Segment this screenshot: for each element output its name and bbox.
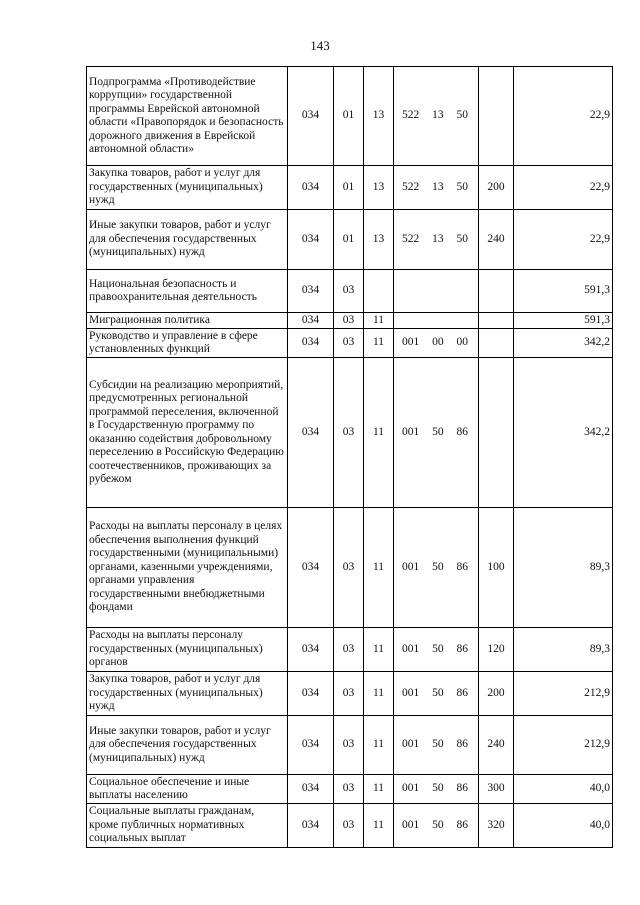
amount-cell: 591,3 — [514, 313, 613, 329]
table-row — [87, 804, 613, 848]
row-name-cell: Миграционная политика — [87, 313, 288, 329]
table-row — [87, 508, 613, 628]
table-row — [87, 166, 613, 210]
subsection-code-cell: 13 — [364, 210, 394, 270]
target-article-part: 50 — [456, 180, 468, 193]
target-article-part: 00 — [432, 336, 444, 349]
section-code-cell: 03 — [334, 270, 364, 313]
target-article-part: 50 — [432, 642, 444, 655]
target-article-part: 001 — [402, 336, 420, 349]
expense-type-cell: 100 — [479, 508, 514, 628]
target-article-part: 86 — [456, 782, 468, 795]
expense-type-cell — [479, 270, 514, 313]
target-article-cell — [394, 358, 479, 508]
target-article-cell — [394, 775, 479, 804]
ministry-code-cell: 034 — [288, 775, 334, 804]
target-article-cell — [394, 508, 479, 628]
target-article-part: 001 — [402, 425, 420, 438]
expense-type-cell — [479, 358, 514, 508]
row-name-cell: Закупка товаров, работ и услуг для государственных (муниципальных) нужд — [87, 672, 288, 716]
target-article-part: 50 — [432, 818, 444, 831]
target-article-part: 001 — [402, 738, 420, 751]
target-article-part: 522 — [402, 180, 420, 193]
page-number: 143 — [310, 38, 330, 53]
target-article-cell — [394, 313, 479, 329]
row-name-cell: Закупка товаров, работ и услуг для государственных (муниципальных) нужд — [87, 166, 288, 210]
amount-cell: 22,9 — [514, 67, 613, 166]
target-article-cell — [394, 210, 479, 270]
row-name-cell: Субсидии на реализацию мероприятий, предусмотренных региональной программой переселения, включенной в Государственную программу по оказанию содействия добровольному переселению в Российскую Федерацию соотечественников, проживающих за рубежом — [87, 358, 288, 508]
target-article-part: 86 — [456, 686, 468, 699]
target-article-cell — [394, 628, 479, 672]
expense-type-cell: 240 — [479, 210, 514, 270]
section-code-cell: 01 — [334, 67, 364, 166]
target-article-cell — [394, 329, 479, 358]
table-row — [87, 358, 613, 508]
ministry-code-cell: 034 — [288, 210, 334, 270]
table-row — [87, 329, 613, 358]
section-code-cell: 03 — [334, 628, 364, 672]
table-row — [87, 313, 613, 329]
amount-cell: 212,9 — [514, 672, 613, 716]
target-article-part: 001 — [402, 818, 420, 831]
table-row — [87, 628, 613, 672]
target-article-cell — [394, 270, 479, 313]
amount-cell: 22,9 — [514, 166, 613, 210]
target-article-part: 001 — [402, 686, 420, 699]
row-name-cell: Подпрограмма «Противодействие коррупции» государственной программы Еврейской автономной области «Правопорядок и безопасность дорожного движения в Еврейской автономной области» — [87, 67, 288, 166]
target-article-part: 50 — [432, 738, 444, 751]
ministry-code-cell: 034 — [288, 508, 334, 628]
subsection-code-cell: 11 — [364, 672, 394, 716]
ministry-code-cell: 034 — [288, 804, 334, 848]
target-article-part: 86 — [456, 560, 468, 573]
ministry-code-cell: 034 — [288, 67, 334, 166]
subsection-code-cell: 13 — [364, 166, 394, 210]
amount-cell: 212,9 — [514, 716, 613, 775]
ministry-code-cell: 034 — [288, 270, 334, 313]
target-article-part: 001 — [402, 642, 420, 655]
expense-type-cell — [479, 329, 514, 358]
amount-cell: 89,3 — [514, 508, 613, 628]
subsection-code-cell: 11 — [364, 508, 394, 628]
expense-type-cell: 300 — [479, 775, 514, 804]
expense-type-cell: 200 — [479, 672, 514, 716]
amount-cell: 40,0 — [514, 775, 613, 804]
target-article-part: 13 — [432, 232, 444, 245]
expense-type-cell: 200 — [479, 166, 514, 210]
expense-type-cell: 120 — [479, 628, 514, 672]
target-article-cell — [394, 804, 479, 848]
target-article-part: 50 — [456, 109, 468, 122]
table-row — [87, 716, 613, 775]
amount-cell: 342,2 — [514, 358, 613, 508]
row-name-cell: Национальная безопасность и правоохранительная деятельность — [87, 270, 288, 313]
amount-cell: 22,9 — [514, 210, 613, 270]
ministry-code-cell: 034 — [288, 672, 334, 716]
ministry-code-cell: 034 — [288, 329, 334, 358]
subsection-code-cell — [364, 270, 394, 313]
target-article-part: 50 — [432, 782, 444, 795]
target-article-part: 50 — [432, 425, 444, 438]
ministry-code-cell: 034 — [288, 166, 334, 210]
amount-cell: 40,0 — [514, 804, 613, 848]
section-code-cell: 03 — [334, 329, 364, 358]
target-article-part: 50 — [456, 232, 468, 245]
section-code-cell: 01 — [334, 210, 364, 270]
amount-cell: 342,2 — [514, 329, 613, 358]
expense-type-cell — [479, 67, 514, 166]
target-article-part: 86 — [456, 818, 468, 831]
subsection-code-cell: 11 — [364, 329, 394, 358]
section-code-cell: 03 — [334, 358, 364, 508]
target-article-cell — [394, 716, 479, 775]
subsection-code-cell: 11 — [364, 628, 394, 672]
table-row — [87, 210, 613, 270]
target-article-cell — [394, 67, 479, 166]
table-row — [87, 67, 613, 166]
section-code-cell: 01 — [334, 166, 364, 210]
target-article-part: 13 — [432, 109, 444, 122]
target-article-part: 522 — [402, 232, 420, 245]
row-name-cell: Расходы на выплаты персоналу государственных (муниципальных) органов — [87, 628, 288, 672]
subsection-code-cell: 11 — [364, 358, 394, 508]
section-code-cell: 03 — [334, 508, 364, 628]
expense-type-cell — [479, 313, 514, 329]
target-article-part: 50 — [432, 560, 444, 573]
section-code-cell: 03 — [334, 313, 364, 329]
target-article-part: 86 — [456, 738, 468, 751]
expense-type-cell: 240 — [479, 716, 514, 775]
target-article-part: 86 — [456, 642, 468, 655]
amount-cell: 89,3 — [514, 628, 613, 672]
subsection-code-cell: 11 — [364, 804, 394, 848]
table-row — [87, 775, 613, 804]
row-name-cell: Руководство и управление в сфере установленных функций — [87, 329, 288, 358]
section-code-cell: 03 — [334, 775, 364, 804]
target-article-part: 86 — [456, 425, 468, 438]
ministry-code-cell: 034 — [288, 313, 334, 329]
expense-type-cell: 320 — [479, 804, 514, 848]
section-code-cell: 03 — [334, 716, 364, 775]
subsection-code-cell: 11 — [364, 775, 394, 804]
section-code-cell: 03 — [334, 804, 364, 848]
ministry-code-cell: 034 — [288, 358, 334, 508]
table-row — [87, 672, 613, 716]
amount-cell: 591,3 — [514, 270, 613, 313]
target-article-part: 50 — [432, 686, 444, 699]
row-name-cell: Расходы на выплаты персоналу в целях обеспечения выполнения функций государственными (муниципальными) органами, казенными учреждениями, органами управления государственными внебюджетными фондами — [87, 508, 288, 628]
target-article-cell — [394, 672, 479, 716]
subsection-code-cell: 11 — [364, 716, 394, 775]
target-article-part: 522 — [402, 109, 420, 122]
row-name-cell: Социальные выплаты гражданам, кроме публичных нормативных социальных выплат — [87, 804, 288, 848]
row-name-cell: Иные закупки товаров, работ и услуг для обеспечения государственных (муниципальных) нужд — [87, 210, 288, 270]
row-name-cell: Социальное обеспечение и иные выплаты населению — [87, 775, 288, 804]
ministry-code-cell: 034 — [288, 716, 334, 775]
section-code-cell: 03 — [334, 672, 364, 716]
table-row — [87, 270, 613, 313]
target-article-part: 13 — [432, 180, 444, 193]
target-article-part: 001 — [402, 782, 420, 795]
ministry-code-cell: 034 — [288, 628, 334, 672]
target-article-cell — [394, 166, 479, 210]
target-article-part: 001 — [402, 560, 420, 573]
budget-table — [86, 66, 613, 848]
row-name-cell: Иные закупки товаров, работ и услуг для обеспечения государственных (муниципальных) нужд — [87, 716, 288, 775]
subsection-code-cell: 11 — [364, 313, 394, 329]
subsection-code-cell: 13 — [364, 67, 394, 166]
target-article-part: 00 — [456, 336, 468, 349]
